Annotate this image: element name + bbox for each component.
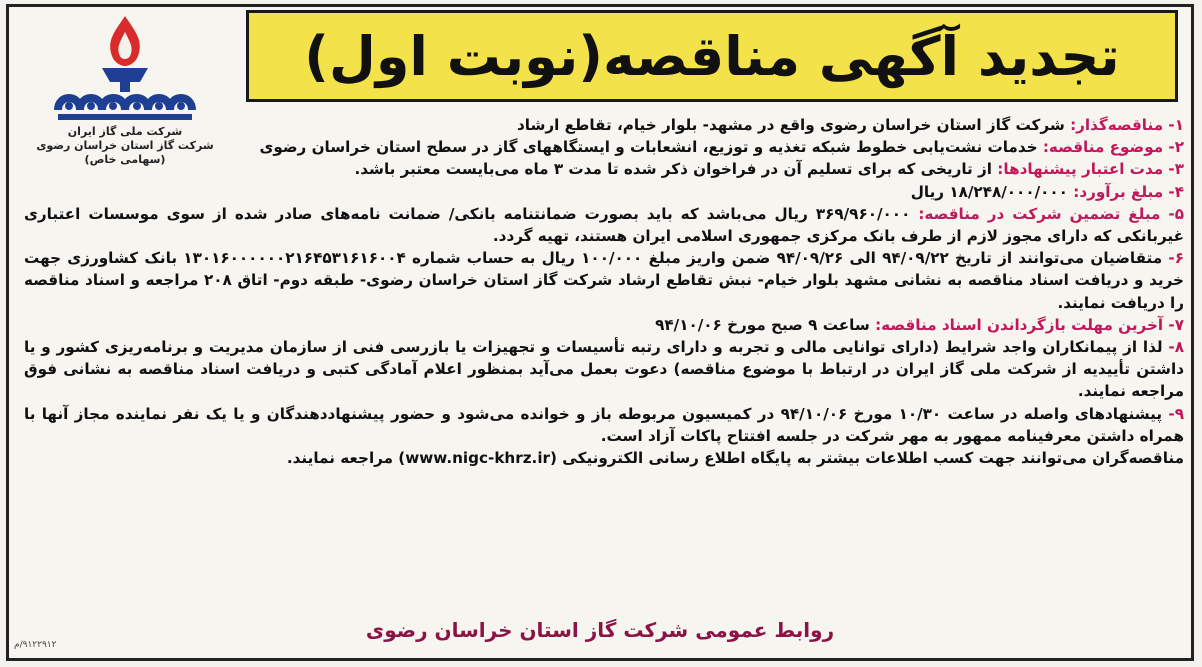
item-7-text: ساعت ۹ صبح مورخ ۹۴/۱۰/۰۶ [655,315,876,334]
item-9-text: پیشنهادهای واصله در ساعت ۱۰/۳۰ مورخ ۹۴/۱۰/۰۶ در کمیسیون مربوطه باز و خوانده می‌شود و حضور پیشنهاددهندگان و یا یک نفر نماینده مجاز آنها با همراه داشتن معرفینامه ممهور به مهر شرکت در جلسه افتتاح پاکات آزاد است. [24,404,1184,445]
item-5-head: ۵- مبلغ تضمین شرکت در مناقصه: [918,204,1184,223]
item-5 [24,203,1184,247]
item-6 [24,247,1184,314]
item-6-head: ۶- [1168,249,1185,268]
item-4-text: ۱۸/۲۴۸/۰۰۰/۰۰۰ ریال [910,182,1074,201]
item-10 [24,447,1184,469]
item-3 [24,158,1184,180]
item-2 [24,136,1184,158]
tender-body [24,114,1184,469]
item-2-head: ۲- موضوع مناقصه: [1042,138,1184,157]
logo-text-3: (سهامی خاص) [84,153,166,166]
item-2-text: خدمات نشت‌یابی خطوط شبکه تغذیه و توزیع، انشعابات و ایستگاههای گاز در سطح استان خراسان رضوی [259,138,1043,157]
item-8 [24,336,1184,403]
item-5-text: ۳۶۹/۹۶۰/۰۰۰ ریال می‌باشد که باید بصورت ضمانتنامه بانکی/ ضمانت نامه‌های صادر شده از سوی موسسات اعتباری غیربانکی که دارای مجوز لازم از طرف بانک مرکزی جمهوری اسلامی ایران هستند، تهیه گردد. [24,204,1184,246]
footer-signature: روابط عمومی شرکت گاز استان خراسان رضوی [365,618,835,642]
item-8-head: ۸- [1168,338,1184,357]
page-title: تجدید آگهی مناقصه(نوبت اول) [304,24,1120,88]
item-4-head: ۴- مبلغ برآورد: [1073,182,1184,201]
item-1-head: ۱- مناقصه‌گذار: [1070,116,1184,134]
item-6-text: متقاضیان می‌توانند از تاریخ ۹۴/۰۹/۲۲ الی ۹۴/۰۹/۲۶ ضمن واریز مبلغ ۱۰۰/۰۰۰ ریال به حساب شماره ۱۳۰۱۶۰۰۰۰۰۰۲۱۶۴۵۳۱۶۱۶۰۰۴ بانک کشاورزی جهت خرید و دریافت اسناد مناقصه به نشانی مشهد بلوار خیام- نبش تقاطع ارشاد شرکت گاز استان خراسان رضوی- طبقه دوم- اتاق ۲۰۸ مراجعه و اسناد مناقصه را دریافت نمایند. [24,249,1184,312]
item-8-text: لذا از پیمانکاران واجد شرایط (دارای توانایی مالی و تجربه و دارای رتبه تأسیسات و تجهیزات یا بازرسی فنی از سازمان مدیریت و برنامه‌ریزی کشور و یا داشتن تأییدیه از شرکت ملی گاز ایران در ارتباط با موضوع مناقصه) دعوت بعمل می‌آید بمنظور اعلام آمادگی کتبی و دریافت اسناد مناقصه به نشانی فوق مراجعه نمایند. [24,338,1184,401]
ad-code: ۹۱۲۲۹۱۲/م [14,640,57,650]
item-10-text: مناقصه‌گران می‌توانند جهت کسب اطلاعات بیشتر به پایگاه اطلاع رسانی الکترونیکی (www.nigc-khrz.ir) مراجعه نمایند. [286,449,1184,468]
title-banner [246,10,1178,102]
item-3-text: از تاریخی که برای تسلیم آن در فراخوان ذکر شده تا مدت ۳ ماه می‌بایست معتبر باشد. [354,160,998,179]
item-7 [24,314,1184,336]
item-1-text: شرکت گاز استان خراسان رضوی واقع در مشهد- بلوار خیام، تقاطع ارشاد [516,116,1071,134]
item-7-head: ۷- آخرین مهلت بازگرداندن اسناد مناقصه: [875,315,1184,334]
item-4 [24,181,1184,203]
logo-text-2: شرکت گاز استان خراسان رضوی [36,139,214,152]
item-9-head: ۹- [1168,404,1184,423]
item-3-head: ۳- مدت اعتبار پیشنهادها: [997,160,1184,179]
logo-text-1: شرکت ملی گاز ایران [67,125,183,138]
item-9 [24,403,1184,447]
nigc-logo-icon [50,10,200,125]
item-1 [24,114,1184,136]
